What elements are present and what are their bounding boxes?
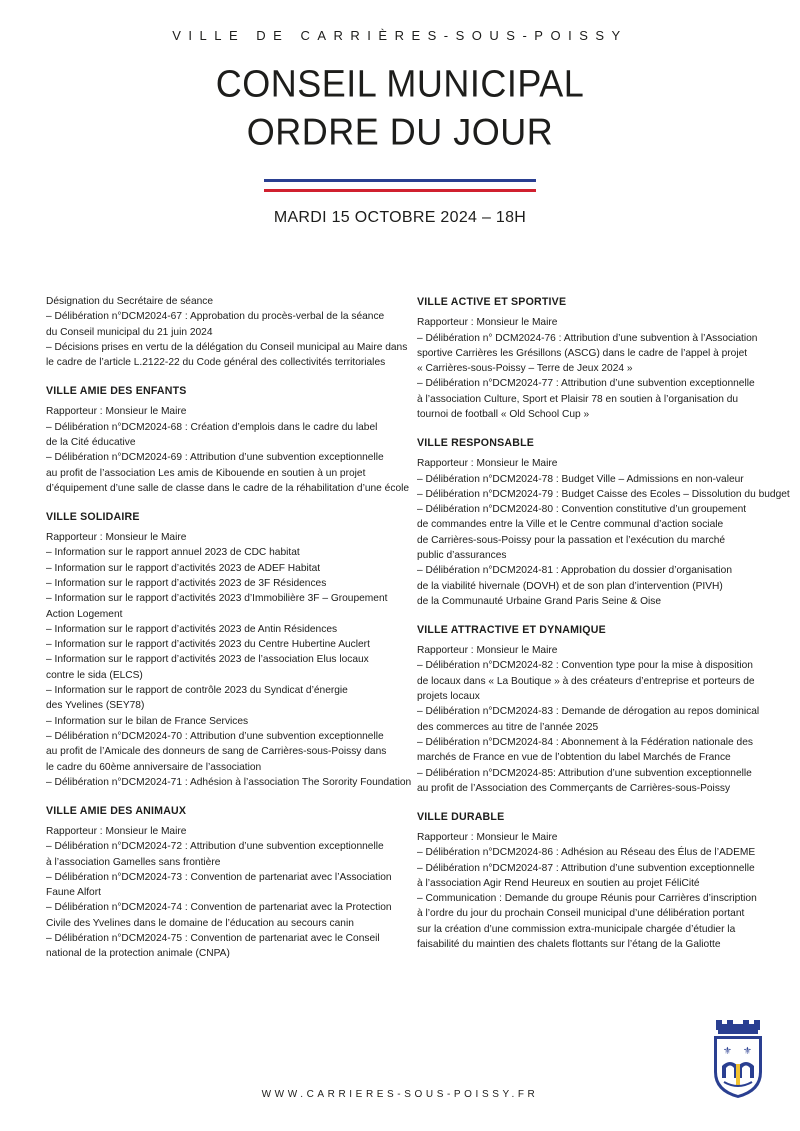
- agenda-line: à l’association Gamelles sans frontière: [46, 856, 221, 868]
- agenda-line: Désignation du Secrétaire de séance: [46, 296, 214, 307]
- agenda-line: du Conseil municipal du 21 juin 2024: [46, 326, 213, 338]
- agenda-section: [46, 804, 391, 962]
- title-line-2: ORDRE DU JOUR: [246, 110, 554, 154]
- agenda-section: [46, 510, 412, 790]
- right-column: [417, 295, 790, 966]
- agenda-line: – Délibération n°DCM2024-77 : Attribution d’une subvention exceptionnelle: [417, 378, 755, 390]
- agenda-line: – Décisions prises en vertu de la délégation du Conseil municipal au Maire dans: [46, 341, 408, 353]
- agenda-line: – Délibération n°DCM2024-73 : Convention de partenariat avec l’Association: [46, 871, 392, 883]
- agenda-line: de locaux dans « La Boutique » à des créateurs d’entreprise et porteurs de: [417, 675, 755, 687]
- agenda-line: Rapporteur : Monsieur le Maire: [417, 831, 558, 843]
- agenda-line: de la Communauté Urbaine Grand Paris Seine & Oise: [417, 595, 662, 607]
- title-line-1: CONSEIL MUNICIPAL: [215, 61, 585, 105]
- agenda-line: – Information sur le rapport d’activités 2023 du Centre Hubertine Auclert: [46, 639, 370, 651]
- agenda-line: au profit de l’Amicale des donneurs de sang de Carrières-sous-Poissy dans: [46, 746, 387, 758]
- agenda-line: – Délibération n°DCM2024-75 : Convention de partenariat avec le Conseil: [46, 933, 380, 945]
- section-heading: VILLE SOLIDAIRE: [46, 510, 140, 523]
- agenda-line: – Information sur le rapport annuel 2023 de CDC habitat: [46, 547, 300, 559]
- agenda-line: – Délibération n°DCM2024-83 : Demande de dérogation au repos dominical: [417, 706, 760, 718]
- flag-stripe-red: [264, 189, 536, 192]
- agenda-line: sportive Carrières les Grésillons (ASCG) dans le cadre de l’appel à projet: [417, 347, 748, 359]
- meeting-date: MARDI 15 OCTOBRE 2024 – 18H: [273, 209, 527, 226]
- agenda-line: Rapporteur : Monsieur le Maire: [417, 458, 558, 470]
- agenda-line: Rapporteur : Monsieur le Maire: [46, 406, 187, 418]
- agenda-line: d’équipement d’une salle de classe dans le cadre de la réhabilitation d’une école: [46, 482, 410, 494]
- agenda-line: public d’assurances: [417, 550, 507, 562]
- agenda-line: « Carrières-sous-Poissy – Terre de Jeux 2024 »: [417, 363, 633, 375]
- agenda-line: au profit de l’association Les amis de Kibouende en soutien à un projet: [46, 467, 366, 479]
- website-url: WWW.CARRIERES-SOUS-POISSY.FR: [261, 1089, 539, 1100]
- agenda-line: – Délibération n°DCM2024-85: Attribution d’une subvention exceptionnelle: [417, 767, 752, 779]
- agenda-line: – Délibération n°DCM2024-80 : Convention constitutive d’un groupement: [417, 504, 747, 516]
- agenda-line: sur la création d’une commission extra-municipale chargée d’étudier la: [417, 923, 736, 935]
- svg-text:⚜: ⚜: [723, 1046, 732, 1057]
- agenda-section: [46, 294, 408, 370]
- agenda-line: – Délibération n°DCM2024-78 : Budget Ville – Admissions en non-valeur: [417, 473, 744, 485]
- section-heading: VILLE AMIE DES ENFANTS: [46, 385, 187, 398]
- agenda-line: – Information sur le rapport d’activités 2023 de ADEF Habitat: [46, 562, 321, 574]
- left-column: [46, 294, 412, 975]
- agenda-line: à l’association Agir Rend Heureux en soutien au projet FéliCité: [417, 877, 700, 889]
- agenda-section: [417, 295, 762, 422]
- agenda-line: – Délibération n°DCM2024-79 : Budget Caisse des Ecoles – Dissolution du budget: [417, 488, 790, 500]
- agenda-line: – Information sur le rapport d’activités 2023 de Antin Résidences: [46, 623, 338, 635]
- agenda-line: Faune Alfort: [46, 887, 101, 899]
- agenda-line: Action Logement: [46, 608, 123, 620]
- agenda-line: national de la protection animale (CNPA): [46, 948, 230, 960]
- agenda-line: le cadre de l’article L.2122-22 du Code général des collectivités territoriales: [46, 357, 386, 369]
- section-heading: VILLE ATTRACTIVE ET DYNAMIQUE: [417, 623, 606, 636]
- agenda-line: contre le sida (ELCS): [46, 669, 143, 681]
- agenda-section: [417, 436, 790, 609]
- agenda-line: de la viabilité hivernale (DOVH) et de son plan d’intervention (PIVH): [417, 580, 723, 592]
- agenda-line: – Délibération n° DCM2024-76 : Attribution d’une subvention à l’Association: [417, 332, 758, 344]
- agenda-line: – Délibération n°DCM2024-84 : Abonnement à la Fédération nationale des: [417, 736, 753, 748]
- agenda-line: des Yvelines (SEY78): [46, 700, 145, 712]
- agenda-line: des commerces au titre de l’année 2025: [417, 721, 599, 733]
- agenda-line: de Carrières-sous-Poissy pour la passation et l’exécution du marché: [417, 534, 726, 546]
- section-heading: VILLE DURABLE: [417, 810, 505, 823]
- agenda-line: de commandes entre la Ville et le Centre communal d’action sociale: [417, 519, 724, 531]
- agenda-line: – Information sur le rapport de contrôle 2023 du Syndicat d’énergie: [46, 685, 348, 697]
- agenda-section: [46, 384, 410, 496]
- page-title: [0, 60, 800, 157]
- agenda-line: – Délibération n°DCM2024-72 : Attribution d’une subvention exceptionnelle: [46, 841, 384, 853]
- agenda-line: – Communication : Demande du groupe Réunis pour Carrières d’inscription: [417, 893, 757, 905]
- agenda-line: tournoi de football « Old School Cup »: [417, 409, 590, 421]
- agenda-line: – Information sur le bilan de France Services: [46, 715, 249, 727]
- agenda-line: – Délibération n°DCM2024-70 : Attribution d’une subvention exceptionnelle: [46, 730, 384, 742]
- agenda-line: – Délibération n°DCM2024-68 : Création d’emplois dans le cadre du label: [46, 421, 378, 433]
- agenda-line: Rapporteur : Monsieur le Maire: [417, 317, 558, 329]
- section-heading: VILLE ACTIVE ET SPORTIVE: [417, 296, 567, 308]
- agenda-line: le cadre du 60ème anniversaire de l’association: [46, 761, 262, 773]
- agenda-line: – Délibération n°DCM2024-74 : Convention de partenariat avec la Protection: [46, 902, 392, 914]
- agenda-line: au profit de l’Association des Commerçants de Carrières-sous-Poissy: [417, 782, 731, 794]
- agenda-line: de la Cité éducative: [46, 436, 136, 448]
- agenda-section: [417, 623, 762, 796]
- agenda-line: – Délibération n°DCM2024-71 : Adhésion à l’association The Sorority Foundation: [46, 776, 412, 788]
- agenda-line: – Délibération n°DCM2024-67 : Approbation du procès-verbal de la séance: [46, 311, 385, 323]
- flag-stripe-blue: [264, 179, 536, 182]
- agenda-line: – Délibération n°DCM2024-82 : Convention type pour la mise à disposition: [417, 660, 753, 672]
- agenda-line: – Délibération n°DCM2024-87 : Attribution d’une subvention exceptionnelle: [417, 862, 755, 874]
- agenda-line: marchés de France en vue de l’obtention du label Marchés de France: [417, 752, 731, 764]
- agenda-line: Civile des Yvelines dans le domaine de l’éducation au secours canin: [46, 917, 354, 929]
- section-heading: VILLE RESPONSABLE: [417, 436, 535, 449]
- agenda-line: – Délibération n°DCM2024-81 : Approbation du dossier d’organisation: [417, 565, 732, 577]
- agenda-line: Rapporteur : Monsieur le Maire: [46, 532, 187, 544]
- agenda-line: à l’ordre du jour du prochain Conseil municipal d’une délibération portant: [417, 908, 745, 920]
- agenda-line: projets locaux: [417, 691, 480, 703]
- agenda-line: – Information sur le rapport d’activités 2023 de l’association Elus locaux: [46, 654, 369, 666]
- agenda-line: faisabilité du maintien des chalets flottants sur l’étang de la Galiotte: [417, 939, 721, 951]
- agenda-line: à l’association Culture, Sport et Plaisir 78 en soutien à l’organisation du: [417, 393, 739, 405]
- agenda-line: – Délibération n°DCM2024-69 : Attribution d’une subvention exceptionnelle: [46, 452, 384, 464]
- agenda-section: [417, 810, 762, 953]
- agenda-line: – Information sur le rapport d’activités 2023 d’Immobilière 3F – Groupement: [46, 593, 388, 605]
- city-coat-of-arms-icon: [710, 1016, 766, 1100]
- section-heading: VILLE AMIE DES ANIMAUX: [46, 804, 187, 817]
- city-name: VILLE DE CARRIÈRES-SOUS-POISSY: [172, 28, 628, 43]
- agenda-line: – Information sur le rapport d’activités 2023 de 3F Résidences: [46, 577, 327, 589]
- agenda-line: Rapporteur : Monsieur le Maire: [46, 825, 187, 837]
- agenda-line: Rapporteur : Monsieur le Maire: [417, 645, 558, 657]
- svg-text:⚜: ⚜: [743, 1046, 752, 1057]
- agenda-line: – Délibération n°DCM2024-86 : Adhésion au Réseau des Élus de l’ADEME: [417, 847, 756, 859]
